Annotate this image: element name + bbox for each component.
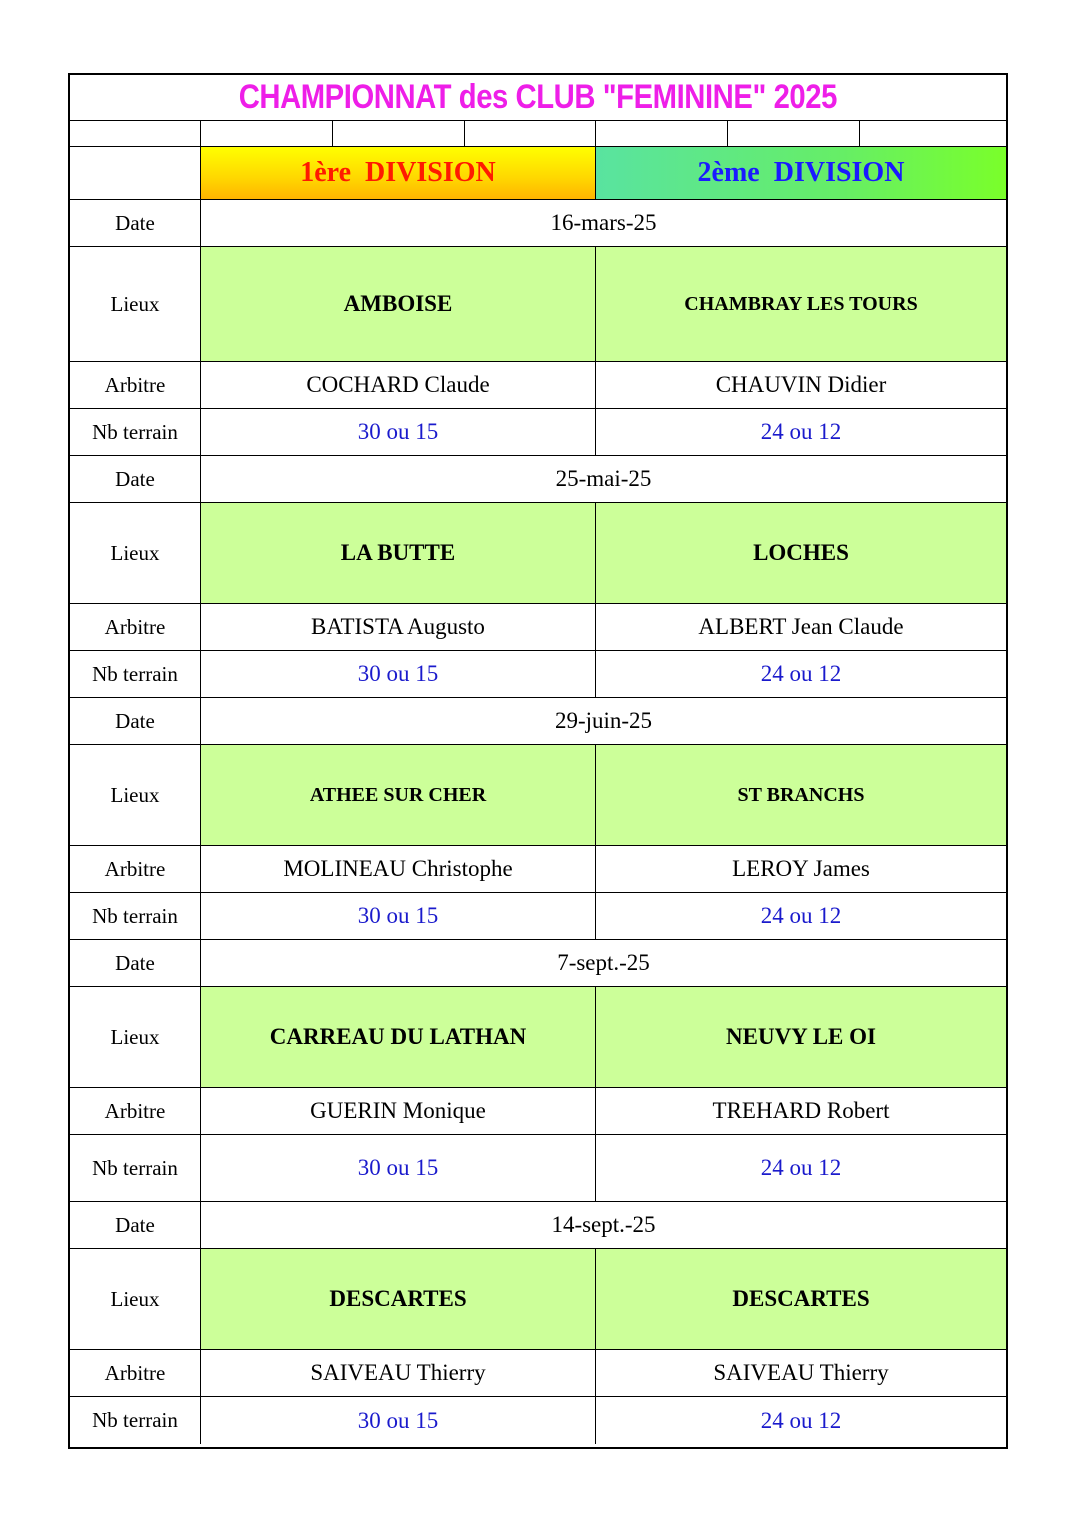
date-label [70,698,201,745]
round-date-text: 7-sept.-25 [557,950,650,975]
round-date-text: 16-mars-25 [550,210,657,235]
division-2-venue-text: NEUVY LE OI [726,1024,876,1049]
division-2-fields-text: 24 ou 12 [760,1407,842,1433]
division-1-venue [201,247,596,362]
division-2-fields [596,409,1006,456]
division-1-referee-text: MOLINEAU Christophe [283,856,513,881]
fields-label-text: Nb terrain [92,1408,178,1432]
spacer-cell [596,121,728,147]
fields-label-text: Nb terrain [92,903,178,928]
fields-label [70,1135,201,1202]
date-label [70,456,201,503]
venue-label [70,1249,201,1350]
date-label-text: Date [115,466,155,491]
division-1-referee-text: GUERIN Monique [310,1098,486,1123]
division-2-venue-text: LOCHES [753,540,849,565]
division-2-venue-text: ST BRANCHS [737,783,865,806]
venue-label [70,503,201,604]
venue-label [70,745,201,846]
spacer-cell [465,121,596,147]
schedule-table [70,75,1006,1447]
division-2-fields [596,893,1006,940]
division-2-referee-text: CHAUVIN Didier [715,372,887,397]
division-1-header [201,147,596,200]
referee-label-text: Arbitre [104,1098,166,1123]
division-1-fields-text: 30 ou 15 [357,419,439,444]
venue-label-text: Lieux [110,540,160,565]
division-2-referee [596,1088,1006,1135]
venue-label-text: Lieux [110,291,160,316]
division-2-fields-text: 24 ou 12 [760,419,842,444]
fields-label-text: Nb terrain [92,661,178,686]
fields-label [70,1397,201,1444]
referee-label-text: Arbitre [104,372,166,397]
referee-label [70,604,201,651]
division-1-referee [201,1088,596,1135]
division-1-venue-text: ATHEE SUR CHER [309,783,487,806]
division-1-venue-text: AMBOISE [343,291,453,316]
division-2-venue [596,745,1006,846]
date-label-text: Date [115,210,155,235]
referee-label [70,846,201,893]
date-label [70,200,201,247]
division-1-fields [201,1135,596,1202]
round-date [201,940,1006,987]
referee-label [70,1088,201,1135]
division-1-fields [201,893,596,940]
date-label [70,1202,201,1249]
venue-label-text: Lieux [110,1286,160,1311]
fields-label [70,409,201,456]
spacer-cell [70,121,201,147]
round-date-text: 14-sept.-25 [551,1212,656,1237]
referee-label-text: Arbitre [104,614,166,639]
division-2-fields [596,1135,1006,1202]
division-2-referee-text: ALBERT Jean Claude [698,614,904,639]
referee-label [70,362,201,409]
division-1-venue-text: CARREAU DU LATHAN [269,1024,527,1049]
referee-label-text: Arbitre [104,856,166,881]
division-1-fields-text: 30 ou 15 [357,1155,439,1180]
round-date [201,200,1006,247]
division-1-fields [201,651,596,698]
venue-label [70,247,201,362]
division-2-label: 2ème DIVISION [697,157,905,188]
division-1-referee-text: BATISTA Augusto [311,614,485,639]
division-1-referee-text: SAIVEAU Thierry [310,1360,486,1385]
page-title: CHAMPIONNAT des CLUB "FEMININE" 2025 [238,78,838,116]
fields-label-text: Nb terrain [92,1155,178,1180]
round-date [201,1202,1006,1249]
championship-sheet [68,73,1008,1449]
division-2-venue [596,503,1006,604]
date-label-text: Date [115,950,155,975]
division-2-fields [596,651,1006,698]
division-1-venue [201,1249,596,1350]
division-1-fields [201,409,596,456]
division-2-fields [596,1397,1006,1444]
division-2-venue-text: DESCARTES [732,1286,870,1311]
division-2-referee [596,362,1006,409]
fields-label [70,651,201,698]
division-2-venue [596,1249,1006,1350]
division-1-fields-text: 30 ou 15 [357,1407,439,1433]
corner-cell [70,147,201,200]
division-2-fields-text: 24 ou 12 [760,903,842,928]
division-1-referee [201,604,596,651]
division-2-venue [596,247,1006,362]
venue-label [70,987,201,1088]
date-label-text: Date [115,1212,155,1237]
spacer-cell [201,121,333,147]
division-1-label: 1ère DIVISION [300,157,496,188]
division-1-venue [201,503,596,604]
division-2-referee [596,846,1006,893]
division-1-referee [201,1350,596,1397]
division-1-venue [201,987,596,1088]
division-2-venue-text: CHAMBRAY LES TOURS [684,292,918,315]
round-date-text: 25-mai-25 [555,466,652,491]
division-1-fields-text: 30 ou 15 [357,661,439,686]
spacer-cell [333,121,465,147]
division-1-venue-text: LA BUTTE [340,540,456,565]
round-date-text: 29-juin-25 [554,708,653,733]
round-date [201,698,1006,745]
referee-label-text: Arbitre [104,1360,166,1385]
division-2-fields-text: 24 ou 12 [760,1155,842,1180]
division-1-referee-text: COCHARD Claude [306,372,490,397]
division-1-fields [201,1397,596,1444]
date-label-text: Date [115,708,155,733]
round-date [201,456,1006,503]
spacer-cell [728,121,860,147]
division-1-venue-text: DESCARTES [329,1286,467,1311]
division-2-referee [596,1350,1006,1397]
division-2-referee-text: SAIVEAU Thierry [713,1360,889,1385]
spacer-cell [860,121,1006,147]
division-1-referee [201,846,596,893]
venue-label-text: Lieux [110,782,160,807]
referee-label [70,1350,201,1397]
division-2-venue [596,987,1006,1088]
division-1-fields-text: 30 ou 15 [357,903,439,928]
venue-label-text: Lieux [110,1024,160,1049]
division-1-referee [201,362,596,409]
date-label [70,940,201,987]
fields-label [70,893,201,940]
title-cell [70,75,1006,121]
fields-label-text: Nb terrain [92,419,178,444]
division-2-referee-text: LEROY James [732,856,870,881]
division-2-referee [596,604,1006,651]
division-2-header [596,147,1006,200]
division-2-fields-text: 24 ou 12 [760,661,842,686]
division-2-referee-text: TREHARD Robert [712,1098,890,1123]
division-1-venue [201,745,596,846]
